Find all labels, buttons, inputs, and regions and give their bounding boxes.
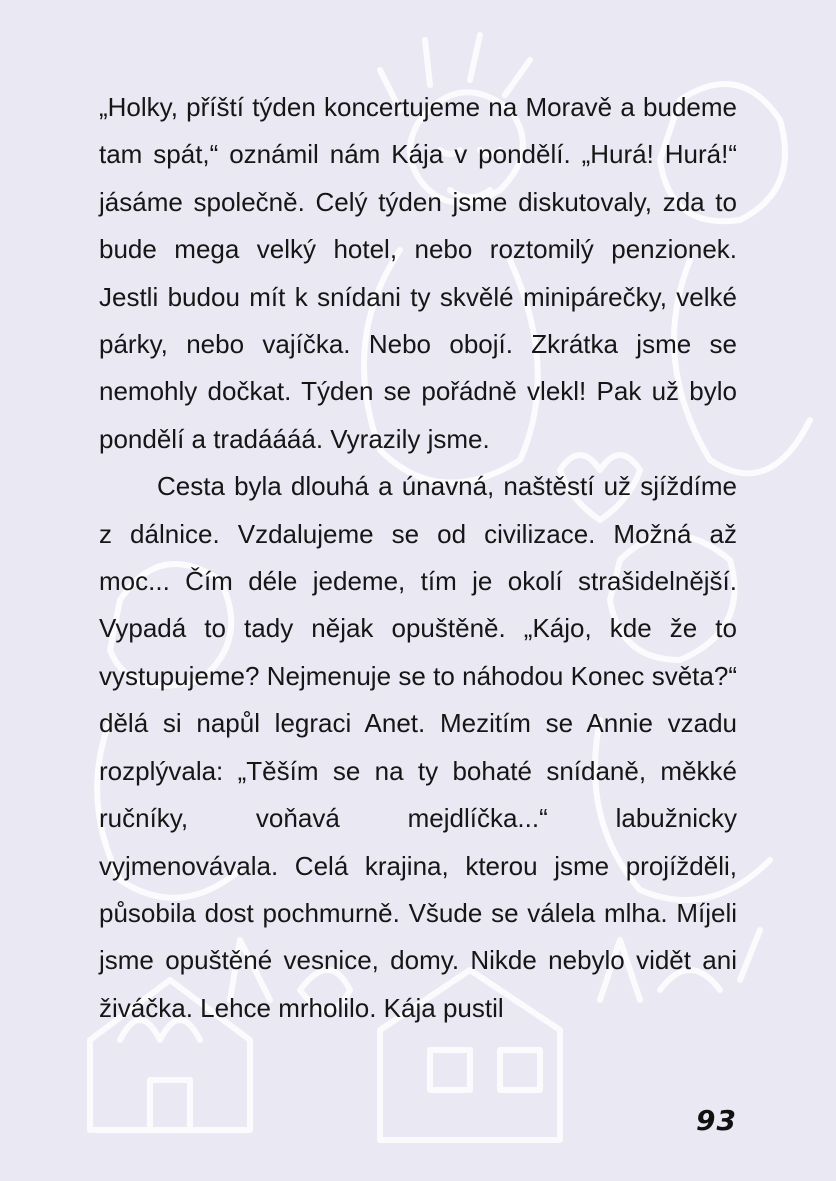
body-text [99, 84, 737, 1032]
paragraph-2: Cesta byla dlouhá a únavná, naštěstí už sjíždíme z dálnice. Vzdalujeme se od civilizace. Možná až moc... Čím déle jedeme, tím je okolí strašidelnější. Vypadá to tady nějak opuštěně. „Kájo, kde že to vystupujeme? Nejmenuje se to náhodou Konec světa?“ dělá si napůl legraci Anet. Mezitím se Annie vzadu rozplývala: „Těším se na ty bohaté snídaně, měkké ručníky, voňavá mejdlíčka...“ labužnicky vyjmenovávala. Celá krajina, kterou jsme projížděli, působila dost pochmurně. Všude se válela mlha. Míjeli jsme opuštěné vesnice, domy. Nikde nebylo vidět ani živáčka. Lehce mrholilo. Kája pustil [99, 471, 737, 1023]
page-number: 93 [696, 1104, 737, 1137]
paragraph-1: „Holky, příští týden koncertujeme na Moravě a budeme tam spát,“ oznámil nám Kája v pondělí. „Hurá! Hurá!“ jásáme společně. Celý týden jsme diskutovaly, zda to bude mega velký hotel, nebo roztomilý penzionek. Jestli budou mít k snídani ty skvělé minipárečky, velké párky, nebo vajíčka. Nebo obojí. Zkrátka jsme se nemohly dočkat. Týden se pořádně vlekl! Pak už bylo pondělí a tradáááá. Vyrazily jsme. [99, 92, 737, 454]
